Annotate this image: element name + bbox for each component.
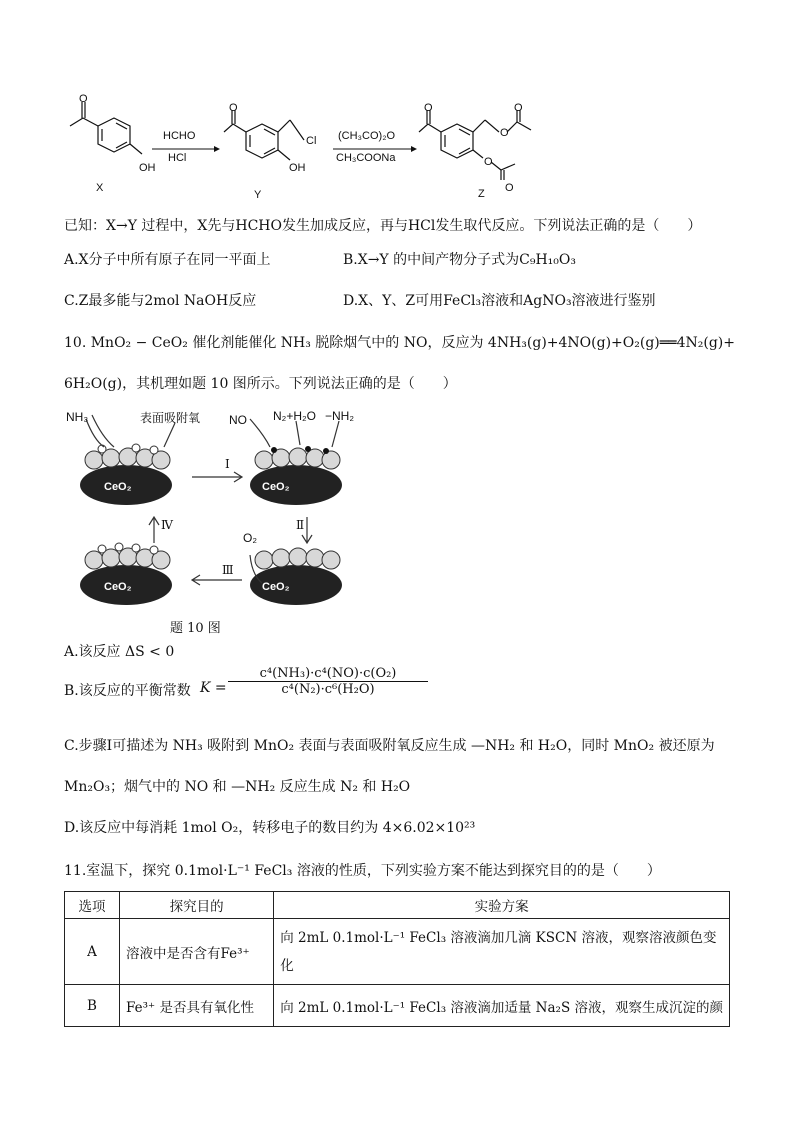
oh-label-y: OH (289, 162, 306, 174)
fig-adsorbed-o: 表面吸附氧 (140, 411, 201, 425)
fig-step-3: Ⅲ (222, 563, 234, 577)
q10-stem-line2: 6H₂O(g)，其机理如题 10 图所示。下列说法正确的是（ ） (64, 376, 457, 392)
q9-option-a: A.X分子中所有原子在同一平面上 (64, 252, 271, 268)
experiment-table (64, 891, 730, 1027)
k-numerator: c⁴(NH₃)·c⁴(NO)·c(O₂) (228, 666, 428, 682)
row-plan (274, 985, 730, 1027)
row-plan-line1: 向 2mL 0.1mol·L⁻¹ FeCl₃ 溶液滴加适量 Na₂S 溶液，观察生成沉淀的颜 (280, 999, 723, 1016)
fig-step-2: Ⅱ (296, 518, 305, 532)
fig-ceo2-2: CeO₂ (262, 481, 290, 493)
row-plan (274, 919, 730, 985)
catalyst-panel-4 (80, 543, 172, 605)
row-option: A (65, 919, 120, 985)
step-arrow-3 (192, 575, 242, 585)
compound-x-label: X (96, 182, 104, 194)
q9-option-c: C.Z最多能与2mol NaOH反应 (64, 293, 257, 309)
table-row (65, 919, 730, 985)
table-row (65, 985, 730, 1027)
row-goal: Fe³⁺ 是否具有氧化性 (120, 985, 274, 1027)
fig-ceo2-1: CeO₂ (104, 481, 132, 493)
arrow2-reagent-top: (CH₃CO)₂O (338, 130, 396, 142)
compound-z-label: Z (478, 188, 485, 200)
structure-z (415, 98, 575, 198)
structure-x (60, 90, 170, 190)
q11-stem: 11.室温下，探究 0.1mol·L⁻¹ FeCl₃ 溶液的性质，下列实验方案不能达到探究目的的是（ ） (64, 863, 661, 879)
q10-option-c-line1: C.步骤Ⅰ可描述为 NH₃ 吸附到 MnO₂ 表面与表面吸附氧反应生成 —NH₂ 和 H₂O，同时 MnO₂ 被还原为 (64, 738, 715, 754)
q9-option-d: D.X、Y、Z可用FeCl₃溶液和AgNO₃溶液进行鉴别 (343, 293, 656, 309)
table-header-row (65, 892, 730, 919)
q10-option-a: A.该反应 ΔS < 0 (64, 644, 175, 660)
cl-label-y: Cl (306, 135, 317, 147)
fig-nh3: NH₃ (66, 410, 89, 424)
fig-step-1: Ⅰ (225, 457, 230, 471)
fig-ceo2-3: CeO₂ (262, 581, 290, 593)
q10-option-d: D.该反应中每消耗 1mol O₂，转移电子的数目约为 4×6.02×10²³ (64, 820, 476, 836)
row-goal: 溶液中是否含有Fe³⁺ (120, 919, 274, 985)
fig-step-4: Ⅳ (161, 518, 173, 532)
arrow1-reagent-bottom: HCl (168, 152, 187, 164)
q9-known: 已知：X→Y 过程中，X先与HCHO发生加成反应，再与HCl发生取代反应。下列说法正确的是（ ） (64, 218, 702, 234)
catalyst-panel-3 (250, 548, 342, 605)
fig-o2: O₂ (243, 531, 257, 545)
header-plan: 实验方案 (274, 892, 730, 919)
header-option: 选项 (65, 892, 120, 919)
step-arrow-1 (192, 472, 242, 482)
o-label-z1: O (514, 102, 523, 114)
arrow1-reagent-top: HCHO (163, 130, 196, 142)
catalyst-panel-1 (80, 444, 172, 505)
compound-y-label: Y (254, 189, 262, 201)
q10-option-b-prefix: B.该反应的平衡常数 (64, 683, 191, 699)
header-goal: 探究目的 (120, 892, 274, 919)
row-plan-line2: 化 (280, 957, 294, 974)
q10-option-b-k: K = (200, 680, 227, 696)
q10-stem-line1: 10. MnO₂ − CeO₂ 催化剂能催化 NH₃ 脱除烟气中的 NO，反应为 4NH₃(g)+4NO(g)+O₂(g)══4N₂(g)+ (64, 335, 735, 351)
figure-caption: 题 10 图 (170, 621, 221, 636)
o-label-z2: O (505, 182, 514, 194)
row-option: B (65, 985, 120, 1027)
arrow2-reagent-bottom: CH₃COONa (336, 152, 396, 164)
fig-ceo2-4: CeO₂ (104, 581, 132, 593)
step-arrow-4 (149, 517, 159, 543)
k-denominator: c⁴(N₂)·c⁶(H₂O) (281, 682, 375, 697)
q10-option-c-line2: Mn₂O₃；烟气中的 NO 和 —NH₂ 反应生成 N₂ 和 H₂O (64, 779, 411, 795)
fig-n2h2o: N₂+H₂O (273, 409, 316, 423)
row-plan-line1: 向 2mL 0.1mol·L⁻¹ FeCl₃ 溶液滴加几滴 KSCN 溶液，观察溶液颜色变 (280, 929, 717, 946)
q9-option-b: B.X→Y 的中间产物分子式为C₉H₁₀O₃ (343, 252, 576, 268)
fig-no: NO (229, 413, 247, 427)
oh-label-x: OH (139, 162, 156, 174)
catalyst-panel-2 (250, 446, 342, 505)
fig-nh2: −NH₂ (325, 409, 354, 423)
